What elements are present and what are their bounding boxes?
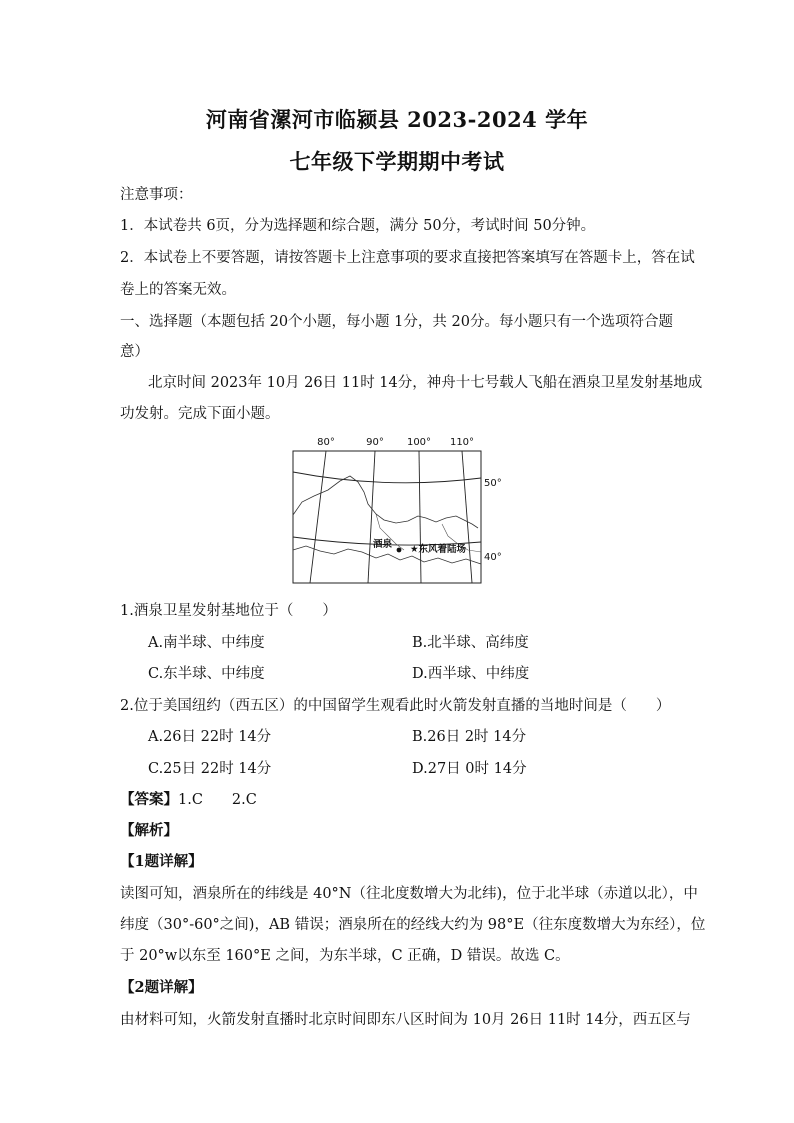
notice-heading: 注意事项： bbox=[120, 187, 193, 203]
question-1-option-d: D.西半球、中纬度 bbox=[412, 666, 530, 682]
dongfeng-label: ★东风着陆场 bbox=[410, 544, 467, 555]
question-1-option-a: A.南半球、中纬度 bbox=[148, 635, 265, 651]
exam-title-line2: 七年级下学期期中考试 bbox=[289, 149, 505, 174]
map-svg bbox=[292, 432, 508, 586]
analysis-1-line3: 于 20°w以东至 160°E 之间，为东半球，C 正确，D 错误。故选 C。 bbox=[120, 948, 570, 964]
lon-label-110: 110° bbox=[449, 437, 475, 448]
question-2-option-a: A.26日 22时 14分 bbox=[148, 729, 272, 745]
question-2-option-d: D.27日 0时 14分 bbox=[412, 761, 527, 777]
analysis-1-line1: 读图可知，酒泉所在的纬线是 40°N（往北度数增大为北纬)，位于北半球（赤道以北），中 bbox=[120, 886, 698, 902]
answer-text: 1.C 2.C bbox=[178, 792, 257, 808]
exam-title-line1: 河南省漯河市临颍县 2023-2024 学年 bbox=[205, 107, 589, 132]
border-line-north bbox=[293, 476, 478, 528]
analysis-heading: 【解析】 bbox=[120, 822, 178, 839]
meridian-110 bbox=[462, 451, 472, 583]
jiuquan-point bbox=[397, 548, 402, 553]
parallel-50 bbox=[293, 472, 481, 483]
meridian-90 bbox=[368, 451, 375, 583]
map-figure bbox=[292, 432, 508, 586]
lat-label-50: 50° bbox=[484, 478, 502, 489]
section-heading-line1: 一、选择题（本题包括 20个小题，每小题 1分，共 20分。每小题只有一个选项符合题 bbox=[120, 314, 673, 330]
material-line2: 功发射。完成下面小题。 bbox=[120, 406, 280, 422]
question-1-stem: 1.酒泉卫星发射基地位于（ ） bbox=[120, 603, 337, 619]
material-line1: 北京时间 2023年 10月 26日 11时 14分，神舟十七号载人飞船在酒泉卫星发射基地成 bbox=[148, 375, 703, 391]
notice-item-2-line2: 卷上的答案无效。 bbox=[120, 282, 236, 298]
answer-row bbox=[120, 790, 680, 810]
jiuquan-label: 酒泉 bbox=[373, 539, 393, 550]
lat-label-40: 40° bbox=[484, 552, 502, 563]
meridian-80 bbox=[310, 451, 326, 583]
analysis-sub-2: 【2题详解】 bbox=[120, 979, 203, 996]
question-1-option-c: C.东半球、中纬度 bbox=[148, 666, 265, 682]
question-2-option-c: C.25日 22时 14分 bbox=[148, 761, 272, 777]
question-1-option-b: B.北半球、高纬度 bbox=[412, 635, 529, 651]
lon-label-90: 90° bbox=[366, 437, 384, 448]
notice-item-1: 1．本试卷共 6页，分为选择题和综合题，满分 50分，考试时间 50分钟。 bbox=[120, 218, 596, 234]
question-2-option-b: B.26日 2时 14分 bbox=[412, 729, 527, 745]
notice-item-2-line1: 2．本试卷上不要答题，请按答题卡上注意事项的要求直接把答案填写在答题卡上，答在试 bbox=[120, 250, 695, 266]
answer-label: 【答案】 bbox=[120, 791, 178, 808]
lon-label-100: 100° bbox=[406, 437, 432, 448]
analysis-2-line1: 由材料可知，火箭发射直播时北京时间即东八区时间为 10月 26日 11时 14分，西五区与 bbox=[120, 1012, 691, 1028]
analysis-sub-1: 【1题详解】 bbox=[120, 853, 203, 870]
question-2-stem: 2.位于美国纽约（西五区）的中国留学生观看此时火箭发射直播的当地时间是（ ） bbox=[120, 698, 671, 714]
section-heading-line2: 意） bbox=[120, 344, 149, 360]
analysis-1-line2: 纬度（30°-60°之间)，AB 错误；酒泉所在的经线大约为 98°E（往东度数增大为东经），位 bbox=[120, 917, 706, 933]
lon-label-80: 80° bbox=[317, 437, 335, 448]
